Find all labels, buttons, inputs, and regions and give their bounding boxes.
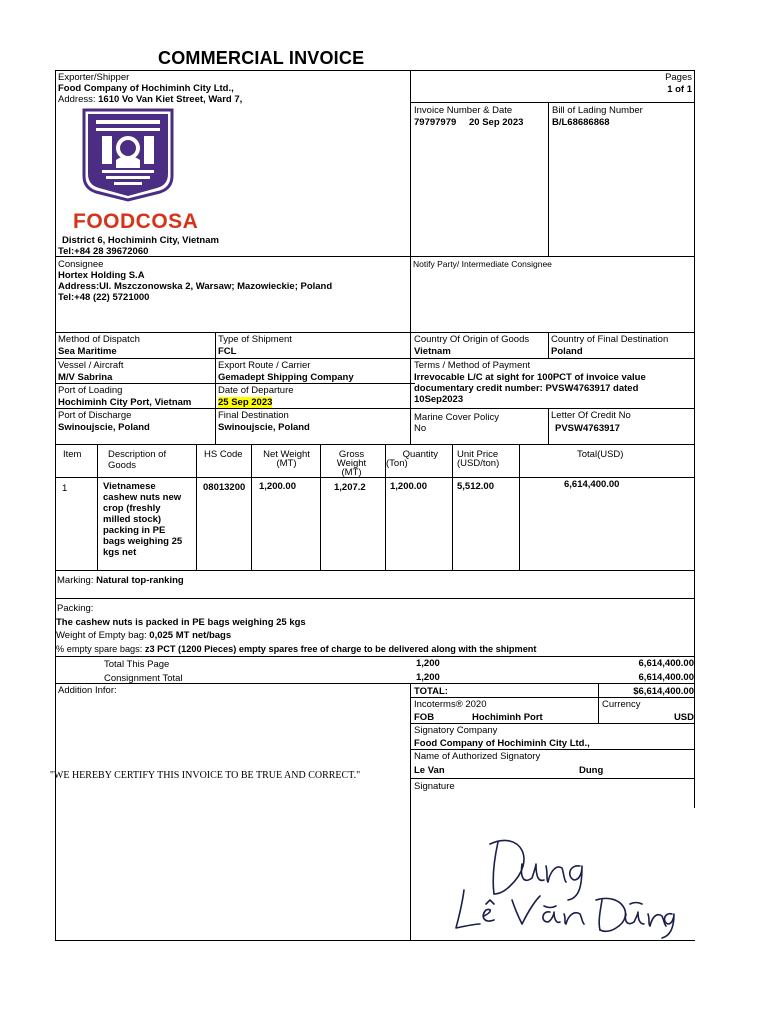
packing-spare-label: % empty spare bags:	[56, 644, 143, 654]
divider-tcol-1	[97, 444, 98, 570]
divider-col-4b	[548, 408, 549, 444]
th-total: Total(USD)	[577, 449, 624, 460]
total-label: TOTAL:	[414, 686, 448, 697]
th-net-weight-1: Net Weight	[263, 449, 310, 460]
row-net-weight: 1,200.00	[259, 481, 296, 492]
divider-packing-top	[55, 598, 695, 599]
divider-totals-top	[55, 656, 695, 657]
th-description-1: Description of	[108, 449, 167, 460]
row-gross-weight: 1,207.2	[334, 482, 366, 493]
departure-value: 25 Sep 2023	[218, 397, 273, 408]
handwritten-signature	[440, 820, 680, 940]
divider-authorized-bottom	[410, 778, 695, 779]
invoice-date: 20 Sep 2023	[469, 117, 524, 128]
border-bottom	[55, 940, 695, 941]
signature-label: Signature	[414, 781, 455, 792]
certification-statement: "WE HEREBY CERTIFY THIS INVOICE TO BE TRUE AND CORRECT."	[49, 770, 361, 781]
dispatch-value: Sea Maritime	[58, 346, 117, 357]
invoice-number: 79797979	[414, 117, 457, 128]
letter-of-credit-label: Letter Of Credit No	[551, 410, 631, 421]
divider-marking-top	[55, 570, 695, 571]
th-gross-weight-1: Gross	[338, 449, 365, 460]
consignee-label: Consignee	[58, 259, 104, 270]
incoterms-place: Hochiminh Port	[472, 712, 543, 723]
divider-row-port	[55, 383, 415, 384]
row-quantity: 1,200.00	[390, 481, 427, 492]
divider-col-2	[215, 332, 216, 444]
divider-tcol-4	[320, 444, 321, 570]
consignment-total-label: Consignment Total	[104, 673, 183, 684]
total-page-amount: 6,614,400.00	[638, 658, 694, 669]
divider-col-3	[410, 332, 411, 444]
marine-cover-label: Marine Cover Policy	[414, 412, 499, 423]
packing-line-1: The cashew nuts is packed in PE bags weighing 25 kgs	[56, 617, 306, 628]
divider-pages	[410, 102, 695, 103]
pages-value: 1 of 1	[667, 84, 692, 95]
addition-info-label: Addition Infor:	[58, 685, 117, 696]
dispatch-label: Method of Dispatch	[58, 334, 140, 345]
destination-country-value: Poland	[551, 346, 583, 357]
divider-signatory-bottom	[410, 749, 695, 750]
th-item: Item	[63, 449, 82, 460]
departure-label: Date of Departure	[218, 385, 294, 396]
payment-label: Terms / Method of Payment	[414, 360, 531, 371]
authorized-first-name: Le Van	[414, 765, 445, 776]
divider-row-vessel	[55, 358, 695, 359]
packing-label: Packing:	[57, 603, 94, 614]
total-page-qty: 1,200	[416, 658, 440, 669]
divider-currency	[598, 683, 599, 723]
row-desc-2: cashew nuts new	[103, 492, 182, 503]
incoterms-term: FOB	[414, 712, 435, 723]
packing-empty-bag	[56, 630, 231, 641]
divider-invoice-bl	[548, 102, 549, 256]
origin-value: Vietnam	[414, 346, 451, 357]
final-destination-value: Swinoujscie, Poland	[218, 422, 310, 433]
row-desc-4: milled stock)	[103, 514, 162, 525]
th-unit-price-1: Unit Price	[457, 449, 499, 460]
exporter-address-line1	[58, 94, 242, 105]
bill-of-lading-value: B/L68686868	[552, 117, 610, 128]
th-gross-weight-3: (MT)	[341, 467, 362, 478]
consignment-total-qty: 1,200	[416, 672, 440, 683]
th-gross-weight-2: Weight	[336, 458, 367, 469]
signatory-company-value: Food Company of Hochiminh City Ltd.,	[414, 738, 590, 749]
port-loading-value: Hochiminh City Port, Vietnam	[58, 397, 192, 408]
row-hs-code: 08013200	[203, 482, 246, 493]
row-total: 6,614,400.00	[564, 479, 620, 490]
exporter-address-1: 1610 Vo Van Kiet Street, Ward 7,	[98, 94, 243, 105]
exporter-address-2: District 6, Hochiminh City, Vietnam	[62, 235, 219, 246]
signatory-company-label: Signatory Company	[414, 725, 498, 736]
authorized-last-name: Dung	[579, 765, 604, 776]
currency-label: Currency	[602, 699, 641, 710]
row-desc-5: packing in PE	[103, 525, 166, 536]
port-discharge-label: Port of Discharge	[58, 410, 132, 421]
divider-main-lower	[410, 683, 411, 940]
exporter-tel: Tel:+84 28 39672060	[58, 246, 149, 257]
packing-spare-bags	[56, 644, 536, 655]
vessel-label: Vessel / Aircraft	[58, 360, 124, 371]
packing-empty-value: 0,025 MT net/bags	[149, 630, 232, 641]
divider-tcol-7	[519, 444, 520, 570]
packing-empty-label: Weight of Empty bag:	[56, 630, 147, 641]
th-quantity-2: (Ton)	[386, 458, 408, 469]
authorized-signatory-label: Name of Authorized Signatory	[414, 751, 541, 762]
marine-cover-value: No	[414, 423, 427, 434]
divider-total-bottom	[410, 697, 695, 698]
divider-table-top	[55, 444, 695, 445]
row-unit-price: 5,512.00	[457, 481, 494, 492]
payment-line-3: 10Sep2023	[414, 394, 464, 405]
th-net-weight-2: (MT)	[276, 458, 297, 469]
divider-consignee-top	[55, 256, 695, 257]
letter-of-credit-value: PVSW4763917	[555, 423, 620, 434]
consignee-name: Hortex Holding S.A	[58, 270, 145, 281]
invoice-label: Invoice Number & Date	[414, 105, 513, 116]
exporter-name: Food Company of Hochiminh City Ltd.,	[58, 83, 234, 94]
row-desc-1: Vietnamese	[103, 481, 156, 492]
port-loading-label: Port of Loading	[58, 385, 123, 396]
shipment-type-value: FCL	[218, 346, 237, 357]
carrier-label: Export Route / Carrier	[218, 360, 311, 371]
divider-row-discharge	[55, 408, 695, 409]
divider-tcol-2	[196, 444, 197, 570]
marking-label: Marking:	[57, 575, 94, 586]
exporter-address-label: Address:	[58, 94, 96, 105]
row-desc-7: kgs net	[103, 547, 137, 558]
divider-col-4a	[548, 332, 549, 358]
port-discharge-value: Swinoujscie, Poland	[58, 422, 150, 433]
row-desc-6: bags weighing 25	[103, 536, 183, 547]
divider-dispatch-top	[55, 332, 695, 333]
foodcosa-emblem-icon	[80, 106, 176, 202]
payment-line-1: Irrevocable L/C at sight for 100PCT of invoice value	[414, 372, 646, 383]
total-page-label: Total This Page	[104, 659, 170, 670]
divider-tcol-6	[452, 444, 453, 570]
marking-value: Natural top-ranking	[96, 575, 184, 586]
bill-of-lading-label: Bill of Lading Number	[552, 105, 643, 116]
consignee-address: Address:Ul. Mszczonowska 2, Warsaw; Mazowieckie; Poland	[58, 281, 333, 292]
document-title: COMMERCIAL INVOICE	[158, 48, 365, 68]
carrier-value: Gemadept Shipping Company	[218, 372, 354, 383]
row-desc-3: crop (freshly	[103, 503, 161, 514]
divider-tcol-3	[251, 444, 252, 570]
th-quantity-1: Quantity	[402, 449, 438, 460]
foodcosa-logo-text: FOODCOSA	[73, 210, 199, 233]
incoterms-label: Incoterms® 2020	[414, 699, 487, 710]
pages-label: Pages	[665, 72, 692, 83]
origin-label: Country Of Origin of Goods	[414, 334, 530, 345]
notify-party-label: Notify Party/ Intermediate Consignee	[413, 259, 552, 269]
final-destination-label: Final Destination	[218, 410, 289, 421]
th-description-2: Goods	[108, 460, 136, 471]
border-left	[55, 70, 56, 940]
vessel-value: M/V Sabrina	[58, 372, 113, 383]
th-unit-price-2: (USD/ton)	[457, 458, 500, 469]
th-hs-code: HS Code	[204, 449, 243, 460]
consignment-total-amount: 6,614,400.00	[638, 672, 694, 683]
destination-country-label: Country of Final Destination	[551, 334, 669, 345]
exporter-label: Exporter/Shipper	[58, 72, 130, 83]
marking	[57, 575, 184, 586]
border-top	[55, 70, 695, 71]
foodcosa-logo	[80, 106, 176, 202]
divider-incoterms-bottom	[410, 723, 695, 724]
consignee-tel: Tel:+48 (22) 5721000	[58, 292, 150, 303]
shipment-type-label: Type of Shipment	[218, 334, 292, 345]
currency-value: USD	[673, 712, 694, 723]
total-value: $6,614,400.00	[633, 686, 694, 697]
divider-main-upper	[410, 70, 411, 332]
payment-line-2: documentary credit number: PVSW4763917 dated	[414, 383, 639, 394]
packing-spare-value: z3 PCT (1200 Pieces) empty spares free of charge to be delivered along with the shipment	[144, 644, 537, 654]
row-item: 1	[62, 483, 68, 494]
